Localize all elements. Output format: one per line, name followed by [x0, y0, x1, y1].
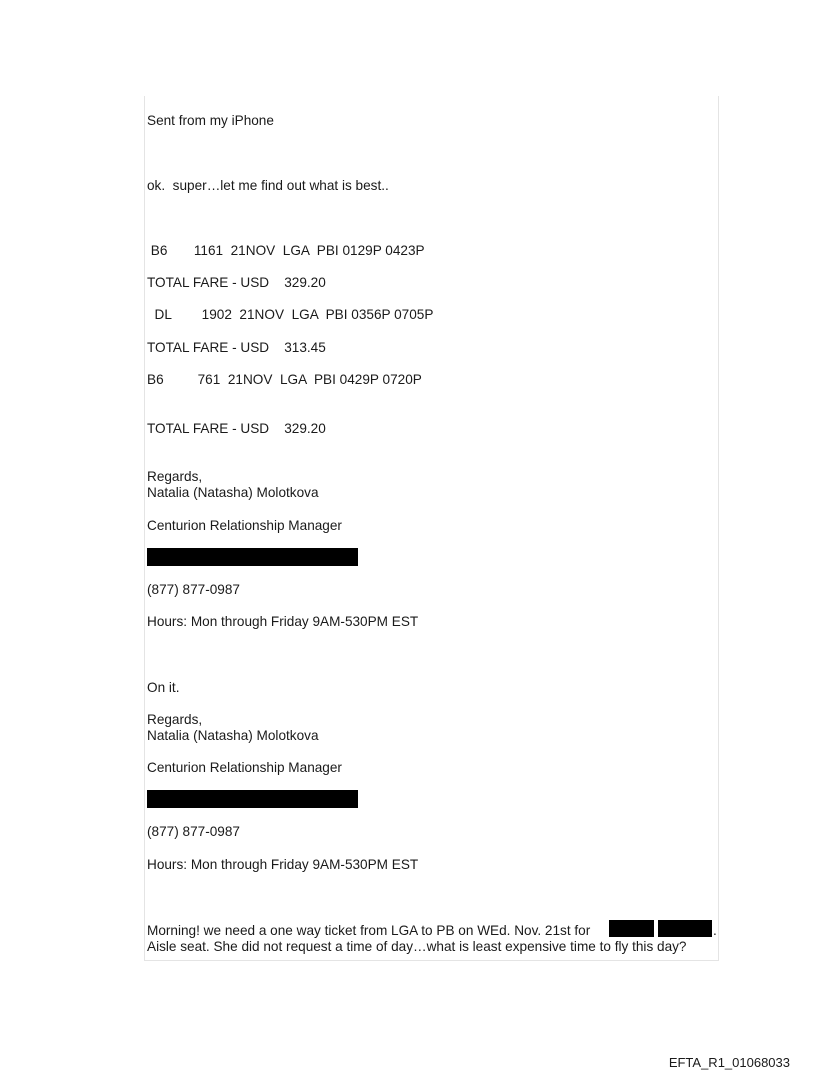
redaction-block: [609, 920, 654, 937]
signature-title: Centurion Relationship Manager: [147, 518, 342, 533]
signature-name: Natalia (Natasha) Molotkova: [147, 485, 319, 500]
request-line-2: Aisle seat. She did not request a time of day…what is least expensive time to fly this day?: [147, 939, 687, 954]
signature-hours: Hours: Mon through Friday 9AM-530PM EST: [147, 857, 419, 872]
reply-ok-text: ok. super…let me find out what is best..: [147, 178, 389, 193]
redaction-block: [147, 548, 358, 566]
document-id: EFTA_R1_01068033: [668, 1055, 790, 1070]
redaction-block: [658, 920, 712, 937]
signature-name: Natalia (Natasha) Molotkova: [147, 728, 319, 743]
signature-phone: (877) 877-0987: [147, 824, 240, 839]
signature-phone: (877) 877-0987: [147, 582, 240, 597]
flight-fare-3: TOTAL FARE - USD 329.20: [147, 421, 326, 436]
request-line-1-end: .: [713, 923, 717, 938]
flight-fare-1: TOTAL FARE - USD 329.20: [147, 275, 326, 290]
flight-option-2: DL 1902 21NOV LGA PBI 0356P 0705P: [147, 307, 434, 322]
signature-hours: Hours: Mon through Friday 9AM-530PM EST: [147, 614, 419, 629]
reply-on-it-text: On it.: [147, 680, 180, 695]
signature-regards: Regards,: [147, 712, 203, 727]
flight-option-3: B6 761 21NOV LGA PBI 0429P 0720P: [147, 372, 422, 387]
flight-option-1: B6 1161 21NOV LGA PBI 0129P 0423P: [147, 243, 425, 258]
flight-fare-2: TOTAL FARE - USD 313.45: [147, 340, 326, 355]
signature-regards: Regards,: [147, 469, 203, 484]
sent-from-line: Sent from my iPhone: [147, 113, 274, 128]
redaction-block: [147, 790, 358, 808]
request-line-1: Morning! we need a one way ticket from LGA to PB on WEd. Nov. 21st for: [147, 923, 591, 938]
signature-title: Centurion Relationship Manager: [147, 760, 342, 775]
